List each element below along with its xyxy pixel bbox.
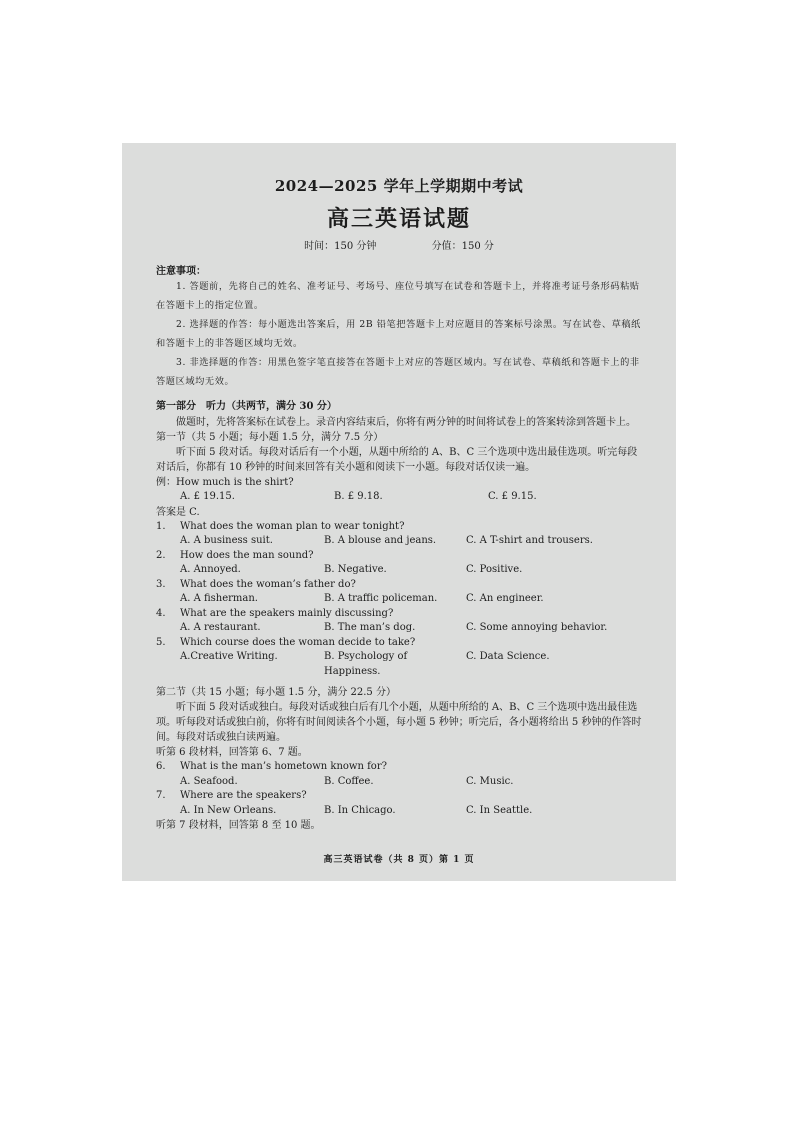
example-answer: 答案是 C. — [156, 506, 200, 518]
question-number: 1. — [156, 520, 166, 532]
example-option-c: C. £ 9.15. — [488, 491, 537, 502]
option-b: B. Negative. — [324, 564, 387, 575]
question-stem: Which course does the woman decide to take? — [180, 636, 416, 648]
exam-meta — [156, 237, 642, 252]
question-number: 4. — [156, 607, 166, 619]
question-2 — [156, 549, 642, 578]
question-5 — [156, 636, 642, 680]
part1-intro: 做题时，先将答案标在试卷上。录音内容结束后，你将有两分钟的时间将试卷上的答案转涂到答题卡上。 — [176, 417, 636, 428]
option-c: C. Music. — [466, 775, 514, 787]
question-number: 3. — [156, 578, 166, 590]
option-c: C. A T-shirt and trousers. — [466, 535, 593, 546]
note-item-3: 3. 非选择题的作答：用黑色签字笔直接答在答题卡上对应的答题区域内。写在试卷、草稿纸和答题卡上的非答题区域均无效。 — [156, 357, 640, 387]
question-stem: What does the woman’s father do? — [180, 578, 356, 590]
question-stem: How does the man sound? — [180, 549, 314, 561]
exam-score: 分值：150 分 — [431, 241, 494, 252]
note-item-1: 1. 答题前，先将自己的姓名、准考证号、考场号、座位号填写在试卷和答题卡上，并将准考证号条形码粘贴在答题卡上的指定位置。 — [156, 281, 640, 311]
option-b: B. A traffic policeman. — [324, 593, 438, 604]
question-7 — [156, 789, 642, 818]
option-b: B. A blouse and jeans. — [324, 535, 437, 546]
option-b: B. Coffee. — [324, 775, 374, 787]
section2-title: 第二节（共 15 小题；每小题 1.5 分，满分 22.5 分） — [156, 687, 396, 698]
question-number: 5. — [156, 636, 166, 648]
option-a: A. Annoyed. — [180, 564, 241, 575]
group-7-heading: 听第 7 段材料，回答第 8 至 10 题。 — [156, 820, 321, 831]
option-a: A. A restaurant. — [180, 622, 261, 633]
option-a: A. In New Orleans. — [180, 804, 277, 816]
question-number: 2. — [156, 549, 166, 561]
option-b: B. In Chicago. — [324, 804, 396, 816]
question-stem: What does the woman plan to wear tonight? — [180, 520, 405, 532]
option-b: B. The man’s dog. — [324, 622, 416, 633]
exam-time: 时间：150 分钟 — [304, 241, 377, 252]
option-c: C. Some annoying behavior. — [466, 622, 608, 633]
section2-instructions: 听下面 5 段对话或独白。每段对话或独白后有几个小题，从题中所给的 A、B、C 三个选项中选出最佳选项。听每段对话或独白前，你将有时间阅读各个小题，每小题 5 秒钟；听完后，各小题将给出 5 秒钟的作答时间。每段对话或独白读两遍。 — [156, 702, 642, 743]
exam-title: 2024—2025 学年上学期期中考试 — [274, 177, 524, 195]
question-6 — [156, 760, 642, 789]
page-footer: 高三英语试卷（共 8 页）第 1 页 — [323, 855, 475, 865]
option-a: A.Creative Writing. — [180, 651, 278, 662]
question-number: 6. — [156, 761, 166, 772]
group-6-heading: 听第 6 段材料，回答第 6、7 题。 — [156, 747, 308, 758]
question-3 — [156, 578, 642, 607]
option-a: A. Seafood. — [180, 775, 238, 787]
note-item-2: 2. 选择题的作答：每小题选出答案后，用 2B 铅笔把答题卡上对应题目的答案标号涂黑。写在试卷、草稿纸和答题卡上的非答题区域均无效。 — [156, 319, 641, 349]
question-4 — [156, 607, 642, 636]
option-a: A. A business suit. — [180, 535, 273, 546]
example-option-b: B. £ 9.18. — [334, 491, 383, 502]
question-number: 7. — [156, 790, 166, 801]
option-c: C. In Seattle. — [466, 804, 533, 816]
main-title: 高三英语试题 — [326, 206, 471, 232]
notes-heading: 注意事项： — [156, 266, 206, 277]
question-stem: What are the speakers mainly discussing? — [180, 607, 394, 619]
question-stem: Where are the speakers? — [180, 790, 307, 801]
example-options — [156, 490, 642, 505]
option-b: B. Psychology of Happiness. — [324, 651, 408, 677]
question-stem: What is the man’s hometown known for? — [180, 761, 387, 772]
option-a: A. A fisherman. — [180, 593, 258, 604]
question-1 — [156, 520, 642, 549]
example-question: 例：How much is the shirt? — [156, 477, 294, 488]
section1-title: 第一节（共 5 小题；每小题 1.5 分，满分 7.5 分） — [156, 432, 384, 443]
option-c: C. An engineer. — [466, 593, 544, 604]
option-c: C. Data Science. — [466, 651, 550, 662]
section1-instructions: 听下面 5 段对话。每段对话后有一个小题，从题中所给的 A、B、C 三个选项中选出最佳选项。听完每段对话后，你都有 10 秒钟的时间来回答有关小题和阅读下一小题。每段对话仅读一遍。 — [156, 447, 638, 473]
example-option-a: A. £ 19.15. — [180, 491, 235, 502]
part1-title: 第一部分 听力（共两节，满分 30 分） — [156, 401, 337, 412]
option-c: C. Positive. — [466, 564, 523, 575]
exam-paper — [122, 143, 676, 881]
